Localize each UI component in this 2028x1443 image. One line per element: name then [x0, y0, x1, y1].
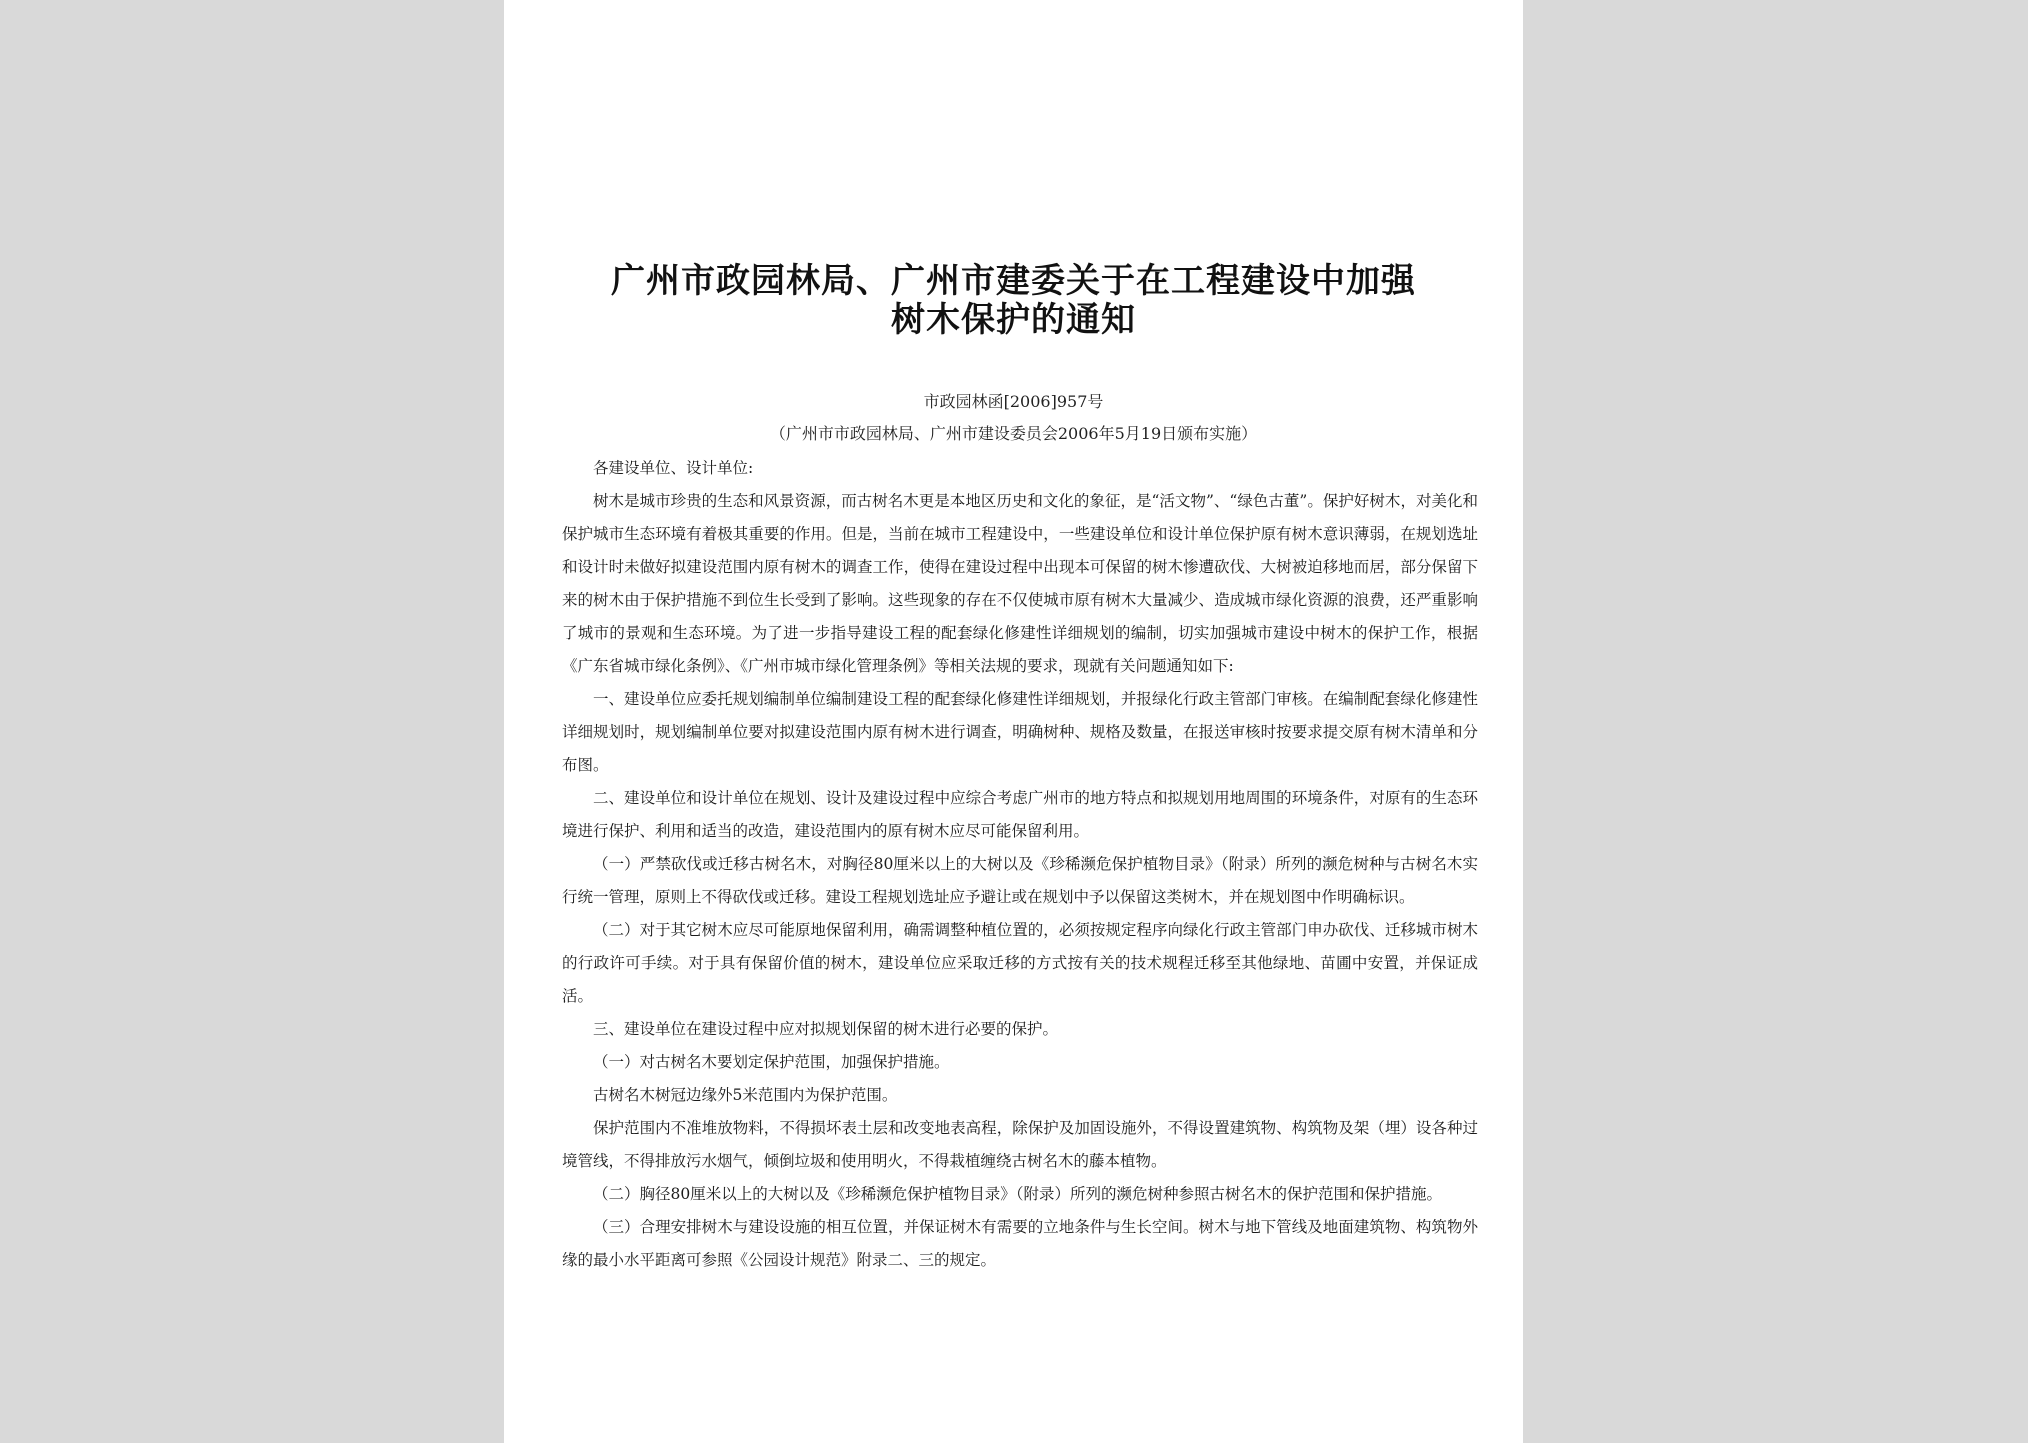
- paragraph-section-2-item-1: （一）严禁砍伐或迁移古树名木，对胸径80厘米以上的大树以及《珍稀濒危保护植物目录》（附录）所列的濒危树种与古树名木实行统一管理，原则上不得砍伐或迁移。建设工程规划选址应予避让或在规划中予以保留这类树木，并在规划图中作明确标识。: [562, 855, 1478, 906]
- publication-note: （广州市市政园林局、广州市建设委员会2006年5月19日颁布实施）: [769, 424, 1258, 443]
- paragraph-section-3-item-3: （三）合理安排树木与建设设施的相互位置，并保证树木有需要的立地条件与生长空间。树木与地下管线及地面建筑物、构筑物外缘的最小水平距离可参照《公园设计规范》附录二、三的规定。: [562, 1218, 1478, 1269]
- paragraph-section-2-item-2: （二）对于其它树木应尽可能原地保留利用，确需调整种植位置的，必须按规定程序向绿化行政主管部门申办砍伐、迁移城市树木的行政许可手续。对于具有保留价值的树木，建设单位应采取迁移的方式按有关的技术规程迁移至其他绿地、苗圃中安置，并保证成活。: [562, 921, 1478, 1005]
- paragraph-intro: 树木是城市珍贵的生态和风景资源，而古树名木更是本地区历史和文化的象征，是“活文物”、“绿色古董”。保护好树木，对美化和保护城市生态环境有着极其重要的作用。但是，当前在城市工程建设中，一些建设单位和设计单位保护原有树木意识薄弱，在规划选址和设计时未做好拟建设范围内原有树木的调查工作，使得在建设过程中出现本可保留的树木惨遭砍伐、大树被迫移地而居，部分保留下来的树木由于保护措施不到位生长受到了影响。这些现象的存在不仅使城市原有树木大量减少、造成城市绿化资源的浪费，还严重影响了城市的景观和生态环境。为了进一步指导建设工程的配套绿化修建性详细规划的编制，切实加强城市建设中树木的保护工作，根据《广东省城市绿化条例》、《广州市城市绿化管理条例》等相关法规的要求，现就有关问题通知如下:: [562, 492, 1478, 675]
- paragraph-protection-range: 古树名木树冠边缘外5米范围内为保护范围。: [593, 1086, 898, 1104]
- paragraph-protection-rules: 保护范围内不准堆放物料，不得损坏表土层和改变地表高程，除保护及加固设施外，不得设置建筑物、构筑物及架（埋）设各种过境管线，不得排放污水烟气，倾倒垃圾和使用明火，不得栽植缠绕古树名木的藤本植物。: [562, 1119, 1478, 1170]
- page-title: [504, 262, 1523, 340]
- paragraph-section-2: 二、建设单位和设计单位在规划、设计及建设过程中应综合考虑广州市的地方特点和拟规划用地周围的环境条件，对原有的生态环境进行保护、利用和适当的改造，建设范围内的原有树木应尽可能保留利用。: [562, 789, 1478, 840]
- document-number: 市政园林函[2006]957号: [923, 392, 1104, 411]
- salutation: 各建设单位、设计单位:: [593, 459, 754, 477]
- document-body: [562, 452, 1478, 1277]
- title-line-1: 广州市政园林局、广州市建委关于在工程建设中加强: [611, 261, 1416, 301]
- paragraph-section-3-item-2: （二）胸径80厘米以上的大树以及《珍稀濒危保护植物目录》（附录）所列的濒危树种参照古树名木的保护范围和保护措施。: [593, 1185, 1442, 1203]
- title-line-2: 树木保护的通知: [891, 300, 1136, 340]
- document-page: [504, 0, 1523, 1443]
- paragraph-section-3-item-1: （一）对古树名木要划定保护范围，加强保护措施。: [593, 1053, 950, 1071]
- paragraph-section-1: 一、建设单位应委托规划编制单位编制建设工程的配套绿化修建性详细规划，并报绿化行政主管部门审核。在编制配套绿化修建性详细规划时，规划编制单位要对拟建设范围内原有树木进行调查，明确树种、规格及数量，在报送审核时按要求提交原有树木清单和分布图。: [562, 690, 1478, 774]
- paragraph-section-3: 三、建设单位在建设过程中应对拟规划保留的树木进行必要的保护。: [593, 1020, 1059, 1038]
